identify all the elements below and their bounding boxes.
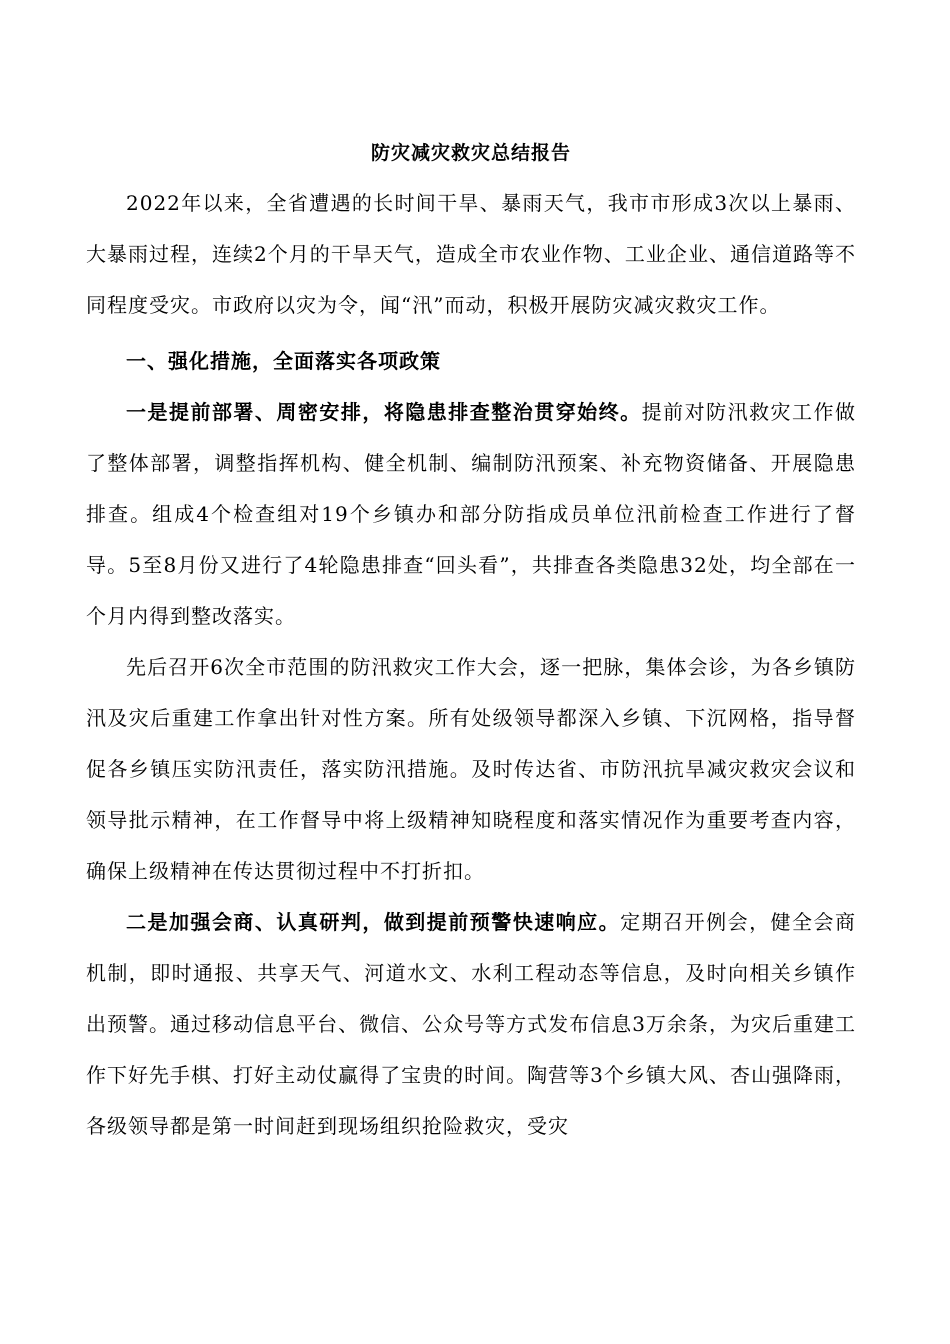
document-title: 防灾减灾救灾总结报告 <box>370 142 571 164</box>
item-paragraph-1 <box>86 387 856 642</box>
intro-paragraph: 2022年以来，全省遭遇的长时间干旱、暴雨天气，我市市形成3次以上暴雨、大暴雨过程，连续2个月的干旱天气，造成全市农业作物、工业企业、通信道路等不同程度受灾。市政府以灾为令，闻“汛”而动，积极开展防灾减灾救灾工作。 <box>86 191 856 317</box>
item-paragraph-2 <box>86 897 856 1152</box>
item-text-2: 定期召开例会，健全会商机制，即时通报、共享天气、河道水文、水利工程动态等信息，及时向相关乡镇作出预警。通过移动信息平台、微信、公众号等方式发布信息3万余条，为灾后重建工作下好先手棋、打好主动仗赢得了宝贵的时间。陶营等3个乡镇大风、杏山强降雨，各级领导都是第一时间赶到现场组织抢险救灾，受灾 <box>86 910 857 1138</box>
section-heading-1: 一、强化措施，全面落实各项政策 <box>126 349 441 373</box>
document-body <box>86 128 856 1152</box>
item-text-1: 提前对防汛救灾工作做了整体部署，调整指挥机构、健全机制、编制防汛预案、补充物资储备、开展隐患排查。组成4个检查组对19个乡镇办和部分防指成员单位汛前检查工作进行了督导。5至8月份又进行了4轮隐患排查“回头看”，共排查各类隐患32处，均全部在一个月内得到整改落实。 <box>86 400 857 628</box>
body-paragraph-2: 先后召开6次全市范围的防汛救灾工作大会，逐一把脉，集体会诊，为各乡镇防汛及灾后重建工作拿出针对性方案。所有处级领导都深入乡镇、下沉网格，指导督促各乡镇压实防汛责任，落实防汛措施。及时传达省、市防汛抗旱减灾救灾会议和领导批示精神，在工作督导中将上级精神知晓程度和落实情况作为重要考查内容，确保上级精神在传达贯彻过程中不打折扣。 <box>86 655 856 883</box>
item-lead-1: 一是提前部署、周密安排，将隐患排查整治贯穿始终。 <box>126 400 642 424</box>
item-lead-2: 二是加强会商、认真研判，做到提前预警快速响应。 <box>126 910 621 934</box>
